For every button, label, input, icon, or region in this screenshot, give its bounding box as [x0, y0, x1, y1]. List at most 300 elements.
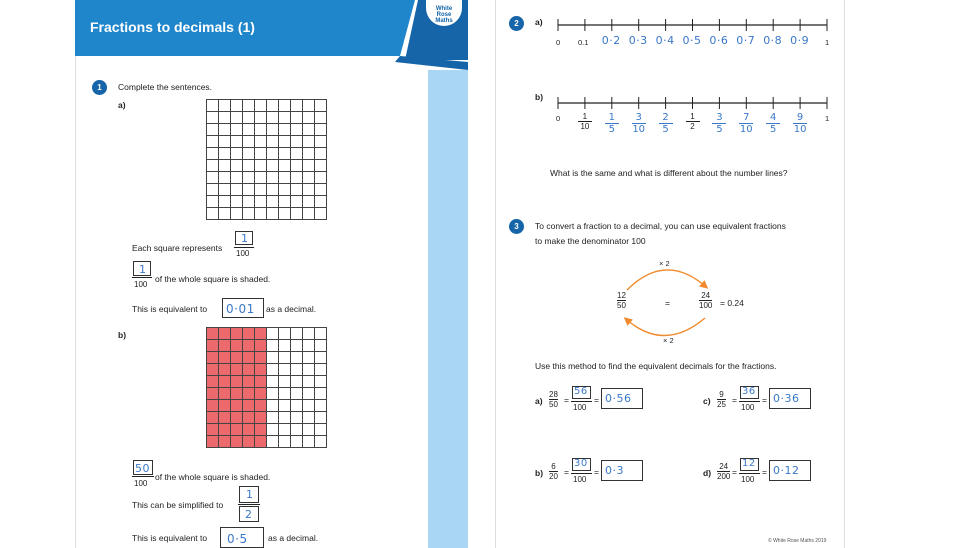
- simplified-numerator: 1: [246, 488, 254, 501]
- fraction-denominator: 10: [632, 124, 646, 135]
- grid-square: [279, 424, 291, 436]
- number-line-a-printed-label: 0.1: [578, 38, 589, 47]
- grid-square: [279, 412, 291, 424]
- hundred-grid-a: [206, 99, 327, 220]
- grid-square: [303, 352, 315, 364]
- grid-square: [207, 148, 219, 160]
- grid-square: [231, 328, 243, 340]
- number-line-a-answer: 0·3: [628, 34, 648, 47]
- grid-square: [279, 172, 291, 184]
- grid-square: [303, 376, 315, 388]
- grid-square: [279, 136, 291, 148]
- grid-square: [291, 340, 303, 352]
- grid-square: [267, 208, 279, 220]
- grid-square: [219, 172, 231, 184]
- number-line-b-answer: [659, 112, 673, 135]
- grid-square: [267, 340, 279, 352]
- grid-square: [279, 124, 291, 136]
- grid-square: [291, 184, 303, 196]
- q3-decimal-box: [769, 460, 811, 481]
- q3-decimal-box: [601, 460, 643, 481]
- grid-square: [231, 352, 243, 364]
- fraction-numerator: 9: [796, 112, 804, 123]
- grid-square: [243, 340, 255, 352]
- grid-square: [315, 172, 327, 184]
- q3-answer-denominator: 100: [741, 403, 755, 412]
- grid-square: [291, 196, 303, 208]
- grid-square: [291, 124, 303, 136]
- q2b-label: b): [535, 92, 544, 102]
- grid-square: [207, 160, 219, 172]
- fraction-denominator: 5: [716, 124, 723, 135]
- q3-answer-numerator: 36: [742, 386, 756, 397]
- grid-square: [219, 136, 231, 148]
- grid-square: [279, 340, 291, 352]
- grid-square: [267, 376, 279, 388]
- grid-square: [219, 400, 231, 412]
- fraction-denominator: 50: [549, 400, 558, 409]
- fraction-numerator: 7: [743, 112, 750, 123]
- number-line-a-end: 1: [825, 38, 830, 47]
- question-1-badge: 1: [92, 80, 107, 95]
- each-square-numerator: 1: [241, 232, 249, 245]
- grid-square: [255, 364, 267, 376]
- question-3-badge: 3: [509, 219, 524, 234]
- fraction-numerator: 2: [662, 112, 669, 123]
- fraction-numerator: 9: [719, 390, 724, 399]
- equiv-a-suffix: as a decimal.: [266, 304, 317, 314]
- example-to-denominator: 100: [699, 301, 713, 310]
- q3-answer-numerator-box: [740, 386, 759, 399]
- grid-square: [267, 400, 279, 412]
- hundred-grid-b: [206, 327, 327, 448]
- number-line-b-printed-fraction: [578, 112, 592, 131]
- grid-square: [255, 124, 267, 136]
- number-line-a-answer: 0·2: [601, 34, 621, 47]
- grid-square: [267, 160, 279, 172]
- grid-square: [243, 208, 255, 220]
- question-2-badge: 2: [509, 16, 524, 31]
- q3-part: [703, 386, 833, 416]
- shaded-b-numerator-box: [133, 460, 153, 475]
- grid-square: [291, 400, 303, 412]
- grid-square: [231, 400, 243, 412]
- logo-text-line1: White: [435, 6, 453, 12]
- q1b-label: b): [118, 330, 127, 340]
- grid-square: [303, 412, 315, 424]
- grid-square: [267, 196, 279, 208]
- grid-square: [267, 136, 279, 148]
- equiv-b-answer: 0·5: [227, 532, 248, 546]
- grid-square: [255, 136, 267, 148]
- grid-square: [207, 352, 219, 364]
- fraction-bar: [234, 247, 254, 248]
- shaded-a-text: of the whole square is shaded.: [155, 274, 271, 284]
- grid-square: [255, 340, 267, 352]
- grid-square: [303, 136, 315, 148]
- grid-square: [231, 160, 243, 172]
- grid-square: [279, 184, 291, 196]
- grid-square: [231, 208, 243, 220]
- grid-square: [315, 376, 327, 388]
- grid-square: [219, 196, 231, 208]
- example-fraction-from: [617, 291, 626, 310]
- grid-square: [279, 388, 291, 400]
- grid-square: [303, 436, 315, 448]
- fraction-bar: [571, 401, 592, 402]
- number-line-a-start: 0: [556, 38, 561, 47]
- grid-square: [231, 148, 243, 160]
- fraction-denominator: 25: [717, 400, 726, 409]
- grid-square: [207, 376, 219, 388]
- grid-square: [219, 100, 231, 112]
- grid-square: [267, 328, 279, 340]
- grid-square: [255, 388, 267, 400]
- grid-square: [231, 340, 243, 352]
- grid-square: [267, 100, 279, 112]
- grid-square: [315, 412, 327, 424]
- number-line-a-answer: 0·7: [736, 34, 756, 47]
- equiv-b-suffix: as a decimal.: [268, 533, 319, 543]
- grid-square: [291, 136, 303, 148]
- q1-instruction: Complete the sentences.: [118, 82, 213, 92]
- q3-part-fraction: [549, 462, 558, 481]
- equiv-b-text: This is equivalent to: [132, 533, 208, 543]
- grid-square: [303, 184, 315, 196]
- page-stripe: [428, 70, 468, 548]
- grid-square: [291, 436, 303, 448]
- grid-square: [303, 208, 315, 220]
- grid-square: [267, 148, 279, 160]
- q2a-label: a): [535, 17, 543, 27]
- grid-square: [255, 100, 267, 112]
- grid-square: [279, 364, 291, 376]
- grid-square: [279, 328, 291, 340]
- shaded-a-denominator: 100: [134, 280, 148, 289]
- q3-answer-denominator: 100: [573, 403, 587, 412]
- grid-square: [255, 412, 267, 424]
- each-square-text: Each square represents: [132, 243, 223, 253]
- grid-square: [291, 172, 303, 184]
- each-square-denominator: 100: [236, 249, 250, 258]
- grid-square: [279, 112, 291, 124]
- grid-square: [231, 388, 243, 400]
- grid-square: [243, 100, 255, 112]
- q3-part: [703, 458, 833, 488]
- grid-square: [255, 196, 267, 208]
- grid-square: [315, 160, 327, 172]
- grid-square: [219, 352, 231, 364]
- equiv-a-answer: 0·01: [226, 302, 255, 316]
- grid-square: [231, 424, 243, 436]
- fraction-numerator: 3: [635, 112, 642, 123]
- equals-sign: =: [564, 395, 569, 405]
- grid-square: [207, 388, 219, 400]
- grid-square: [207, 412, 219, 424]
- grid-square: [243, 352, 255, 364]
- grid-square: [315, 112, 327, 124]
- grid-square: [291, 208, 303, 220]
- q3-answer-numerator: 56: [574, 386, 588, 397]
- fraction-denominator: 5: [770, 124, 777, 135]
- grid-square: [219, 208, 231, 220]
- equals-sign: =: [732, 395, 737, 405]
- grid-square: [303, 100, 315, 112]
- grid-square: [243, 112, 255, 124]
- q3-method-text: Use this method to find the equivalent decimals for the fractions.: [535, 361, 777, 371]
- grid-square: [267, 172, 279, 184]
- equiv-a-answer-box: [222, 298, 264, 318]
- grid-square: [303, 112, 315, 124]
- grid-square: [291, 424, 303, 436]
- grid-square: [267, 364, 279, 376]
- q1a-label: a): [118, 100, 126, 110]
- q3-intro-line1: To convert a fraction to a decimal, you can use equivalent fractions: [535, 221, 786, 231]
- grid-square: [267, 412, 279, 424]
- grid-square: [279, 208, 291, 220]
- number-line-a-answer: 0·4: [655, 34, 675, 47]
- q3-answer-denominator: 100: [741, 475, 755, 484]
- grid-square: [231, 376, 243, 388]
- grid-square: [267, 388, 279, 400]
- grid-square: [303, 196, 315, 208]
- grid-square: [219, 412, 231, 424]
- grid-square: [267, 184, 279, 196]
- fraction-denominator: 10: [739, 124, 753, 135]
- fraction-denominator: 5: [608, 124, 615, 135]
- grid-square: [255, 184, 267, 196]
- number-line-b-answer: [632, 112, 646, 135]
- number-line-a-answer: 0·8: [763, 34, 783, 47]
- multiplier-top: × 2: [659, 259, 670, 268]
- shaded-a-numerator-box: [133, 261, 151, 276]
- logo-text-line2: Rose: [436, 12, 452, 18]
- grid-square: [315, 196, 327, 208]
- grid-square: [315, 340, 327, 352]
- grid-square: [303, 364, 315, 376]
- grid-square: [315, 328, 327, 340]
- fraction-denominator: 10: [793, 124, 807, 135]
- fraction-numerator: 6: [551, 462, 556, 471]
- grid-square: [207, 124, 219, 136]
- q3-part-label: a): [535, 396, 543, 406]
- grid-square: [303, 388, 315, 400]
- number-line-a: [550, 14, 835, 36]
- grid-square: [243, 436, 255, 448]
- grid-square: [243, 424, 255, 436]
- grid-square: [219, 340, 231, 352]
- grid-square: [255, 160, 267, 172]
- equals-sign: =: [564, 467, 569, 477]
- grid-square: [243, 160, 255, 172]
- logo-text-line3: Maths: [435, 18, 453, 24]
- equals-sign: =: [762, 395, 767, 405]
- grid-square: [303, 148, 315, 160]
- grid-square: [207, 100, 219, 112]
- grid-square: [255, 352, 267, 364]
- simplified-numerator-box: [239, 486, 259, 503]
- grid-square: [291, 160, 303, 172]
- fraction-bar: [739, 473, 760, 474]
- number-line-b-answer: [739, 112, 753, 135]
- grid-square: [255, 328, 267, 340]
- grid-square: [219, 388, 231, 400]
- example-from-numerator: 12: [617, 291, 626, 300]
- grid-square: [207, 424, 219, 436]
- q3-decimal-answer: 0·12: [773, 464, 800, 477]
- grid-square: [243, 172, 255, 184]
- grid-square: [315, 124, 327, 136]
- fraction-numerator: 3: [716, 112, 723, 123]
- grid-square: [207, 400, 219, 412]
- q3-part-label: b): [535, 468, 544, 478]
- q2-question: What is the same and what is different about the number lines?: [550, 168, 788, 178]
- grid-square: [279, 160, 291, 172]
- grid-square: [255, 400, 267, 412]
- simplified-denominator-box: [239, 506, 259, 522]
- grid-square: [279, 196, 291, 208]
- grid-square: [231, 196, 243, 208]
- grid-square: [219, 112, 231, 124]
- grid-square: [207, 364, 219, 376]
- q3-part-fraction: [717, 462, 730, 481]
- grid-square: [231, 124, 243, 136]
- fraction-denominator: 5: [662, 124, 669, 135]
- grid-square: [243, 124, 255, 136]
- grid-square: [267, 352, 279, 364]
- page-title: Fractions to decimals (1): [90, 19, 255, 35]
- grid-square: [279, 352, 291, 364]
- grid-square: [315, 400, 327, 412]
- grid-square: [207, 196, 219, 208]
- grid-square: [291, 148, 303, 160]
- grid-square: [279, 100, 291, 112]
- number-line-a-answer: 0·6: [709, 34, 729, 47]
- footer-copyright: © White Rose Maths 2019: [768, 538, 827, 544]
- grid-square: [291, 100, 303, 112]
- grid-square: [231, 112, 243, 124]
- grid-square: [219, 328, 231, 340]
- q3-part: [535, 386, 665, 416]
- grid-square: [219, 124, 231, 136]
- grid-square: [303, 340, 315, 352]
- q3-answer-numerator-box: [572, 386, 591, 399]
- grid-square: [315, 148, 327, 160]
- equals-sign: =: [762, 467, 767, 477]
- grid-square: [219, 364, 231, 376]
- q3-answer-numerator: 12: [742, 458, 756, 469]
- grid-square: [279, 400, 291, 412]
- grid-square: [207, 328, 219, 340]
- grid-square: [255, 436, 267, 448]
- grid-square: [291, 376, 303, 388]
- fraction-numerator: 1: [690, 112, 695, 121]
- grid-square: [255, 376, 267, 388]
- number-line-b: [550, 92, 835, 114]
- q3-answer-denominator: 100: [573, 475, 587, 484]
- example-from-denominator: 50: [617, 301, 626, 310]
- q3-answer-numerator-box: [740, 458, 759, 471]
- q3-part-label: c): [703, 396, 711, 406]
- grid-square: [255, 208, 267, 220]
- q3-decimal-answer: 0·56: [605, 392, 632, 405]
- grid-square: [255, 172, 267, 184]
- q3-part-fraction: [549, 390, 558, 409]
- equiv-b-answer-box: [220, 527, 264, 548]
- fraction-bar: [739, 401, 760, 402]
- grid-square: [231, 364, 243, 376]
- fraction-numerator: 24: [719, 462, 729, 471]
- simplified-text: This can be simplified to: [132, 500, 224, 510]
- grid-square: [207, 436, 219, 448]
- shaded-a-numerator: 1: [139, 263, 147, 276]
- header-banner: [75, 0, 468, 70]
- example-to-numerator: 24: [701, 291, 711, 300]
- grid-square: [267, 424, 279, 436]
- grid-square: [291, 328, 303, 340]
- grid-square: [315, 184, 327, 196]
- grid-square: [291, 112, 303, 124]
- fraction-bar: [571, 473, 592, 474]
- grid-square: [243, 184, 255, 196]
- q3-answer-numerator-box: [572, 458, 591, 471]
- fraction-numerator: 28: [549, 390, 558, 399]
- shaded-b-text: of the whole square is shaded.: [155, 472, 271, 482]
- grid-square: [231, 412, 243, 424]
- q3-decimal-answer: 0·3: [605, 464, 624, 477]
- number-line-b-printed-fraction: [686, 112, 700, 131]
- fraction-bar: [132, 476, 154, 477]
- grid-square: [243, 376, 255, 388]
- q3-part-fraction: [717, 390, 726, 409]
- grid-square: [207, 208, 219, 220]
- grid-square: [291, 364, 303, 376]
- grid-square: [291, 352, 303, 364]
- multiplier-bottom: × 2: [663, 336, 674, 345]
- grid-square: [315, 208, 327, 220]
- q3-intro-line2: to make the denominator 100: [535, 236, 646, 246]
- q3-part: [535, 458, 665, 488]
- grid-square: [231, 172, 243, 184]
- each-square-numerator-box: [235, 231, 253, 245]
- grid-square: [231, 184, 243, 196]
- fraction-denominator: 200: [717, 472, 731, 481]
- fraction-bar: [132, 277, 152, 278]
- shaded-b-numerator: 50: [135, 462, 150, 475]
- grid-square: [291, 388, 303, 400]
- grid-square: [303, 400, 315, 412]
- grid-square: [243, 388, 255, 400]
- number-line-b-start: 0: [556, 114, 561, 123]
- grid-square: [219, 424, 231, 436]
- grid-square: [255, 424, 267, 436]
- grid-square: [243, 136, 255, 148]
- grid-square: [279, 436, 291, 448]
- grid-square: [303, 328, 315, 340]
- grid-square: [303, 160, 315, 172]
- q3-decimal-box: [601, 388, 643, 409]
- grid-square: [267, 124, 279, 136]
- equals-sign: =: [594, 467, 599, 477]
- grid-square: [207, 184, 219, 196]
- grid-square: [207, 172, 219, 184]
- grid-square: [315, 388, 327, 400]
- simplified-denominator: 2: [245, 508, 253, 521]
- grid-square: [243, 412, 255, 424]
- equals-sign: =: [594, 395, 599, 405]
- grid-square: [219, 436, 231, 448]
- number-line-b-answer: [712, 112, 726, 135]
